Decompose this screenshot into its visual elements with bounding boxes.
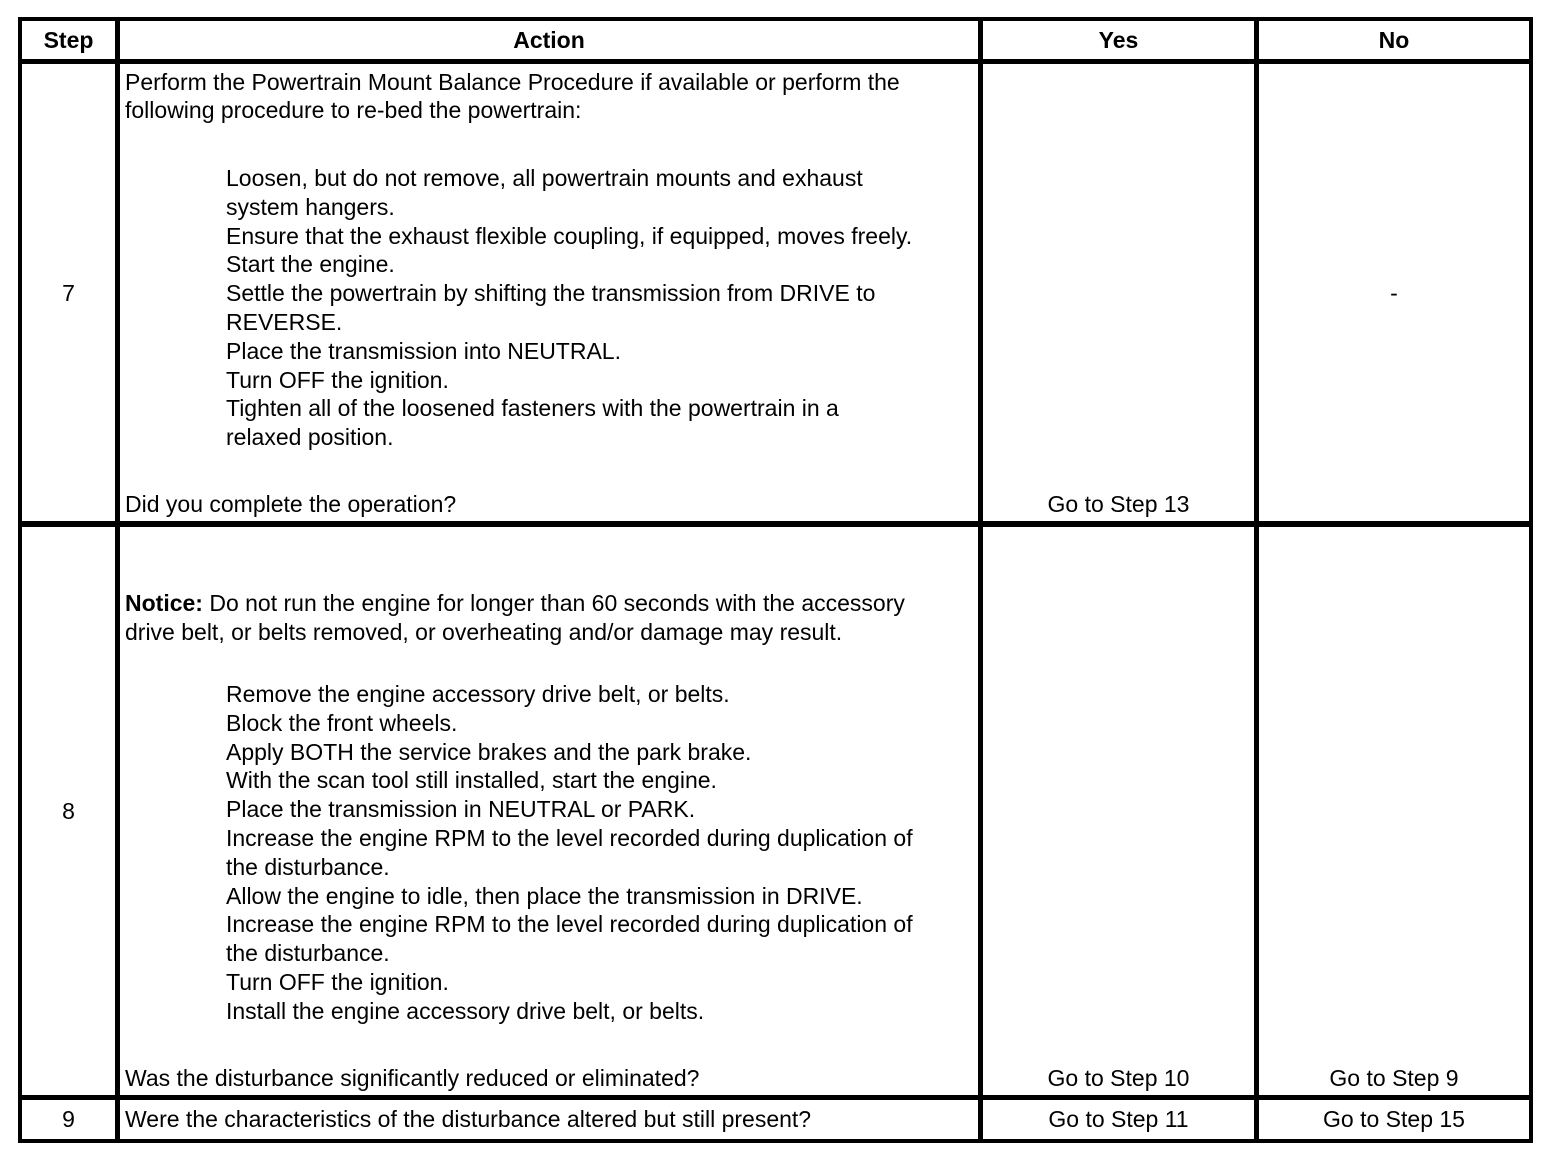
row-8-question: Was the disturbance significantly reduced or eliminated? <box>125 1065 700 1091</box>
list-item: Place the transmission into NEUTRAL. <box>226 337 621 364</box>
list-item: Block the front wheels. <box>226 709 458 736</box>
list-item: the disturbance. <box>226 853 390 880</box>
header-no: No <box>1378 27 1410 53</box>
list-item: Remove the engine accessory drive belt, or belts. <box>226 681 730 707</box>
row-8-yes: Go to Step 10 <box>1047 1065 1190 1091</box>
header-step: Step <box>43 27 94 53</box>
list-item: Install the engine accessory drive belt, or belts. <box>226 997 705 1024</box>
list-item: Place the transmission in NEUTRAL or PARK. <box>226 796 696 823</box>
header-divider <box>18 59 1533 64</box>
list-item: relaxed position. <box>226 424 394 451</box>
row-7-step: 7 <box>62 280 75 306</box>
header-action: Action <box>513 27 585 53</box>
list-item: the disturbance. <box>226 940 390 967</box>
list-item: Allow the engine to idle, then place the transmission in DRIVE. <box>226 882 863 909</box>
row-7-yes: Go to Step 13 <box>1047 491 1190 517</box>
table-border-left <box>18 17 22 1143</box>
column-divider-action-yes <box>978 17 983 1143</box>
list-item: Start the engine. <box>226 251 395 278</box>
row-divider-8-9 <box>18 1095 1533 1100</box>
notice-text: Do not run the engine for longer than 60 seconds with the accessory <box>202 590 905 616</box>
row-divider-7-8 <box>18 521 1533 527</box>
list-item: Turn OFF the ignition. <box>226 366 449 393</box>
row-7-question: Did you complete the operation? <box>125 491 457 517</box>
table-border-bottom <box>18 1139 1533 1143</box>
row-8-procedure-list <box>226 680 913 1026</box>
list-item: Loosen, but do not remove, all powertrain mounts and exhaust <box>226 165 863 191</box>
row-9-no: Go to Step 15 <box>1323 1106 1465 1132</box>
list-item: Settle the powertrain by shifting the transmission from DRIVE to <box>226 280 876 307</box>
list-item: Ensure that the exhaust flexible coupling, if equipped, moves freely. <box>226 222 913 249</box>
list-item: Turn OFF the ignition. <box>226 968 449 995</box>
column-divider-step-action <box>115 17 120 1143</box>
header-yes: Yes <box>1098 27 1139 53</box>
list-item: Increase the engine RPM to the level recorded during duplication of <box>226 824 913 851</box>
list-item: Tighten all of the loosened fasteners with the powertrain in a <box>226 395 839 422</box>
list-item: With the scan tool still installed, start the engine. <box>226 767 717 794</box>
row-9-question: Were the characteristics of the disturbance altered but still present? <box>125 1106 812 1132</box>
row-7-procedure-list <box>226 164 912 452</box>
column-divider-yes-no <box>1254 17 1259 1143</box>
row-7-intro-line-1: Perform the Powertrain Mount Balance Procedure if available or perform the <box>125 69 900 95</box>
list-item: system hangers. <box>226 193 395 220</box>
table-border-right <box>1529 17 1533 1143</box>
table-border-top <box>18 17 1533 21</box>
row-8-no: Go to Step 9 <box>1329 1065 1459 1091</box>
row-7-no: - <box>1390 280 1398 306</box>
notice-label: Notice: <box>125 590 203 616</box>
row-8-notice-line-1 <box>125 589 905 618</box>
row-7-intro-line-2: following procedure to re-bed the powertrain: <box>125 97 582 123</box>
row-9-yes: Go to Step 11 <box>1048 1106 1189 1132</box>
row-9-step: 9 <box>62 1106 75 1132</box>
row-8-step: 8 <box>62 798 75 824</box>
list-item: REVERSE. <box>226 308 343 335</box>
list-item: Apply BOTH the service brakes and the park brake. <box>226 738 752 765</box>
row-8-notice-line-2: drive belt, or belts removed, or overheating and/or damage may result. <box>125 619 843 645</box>
list-item: Increase the engine RPM to the level recorded during duplication of <box>226 911 913 938</box>
